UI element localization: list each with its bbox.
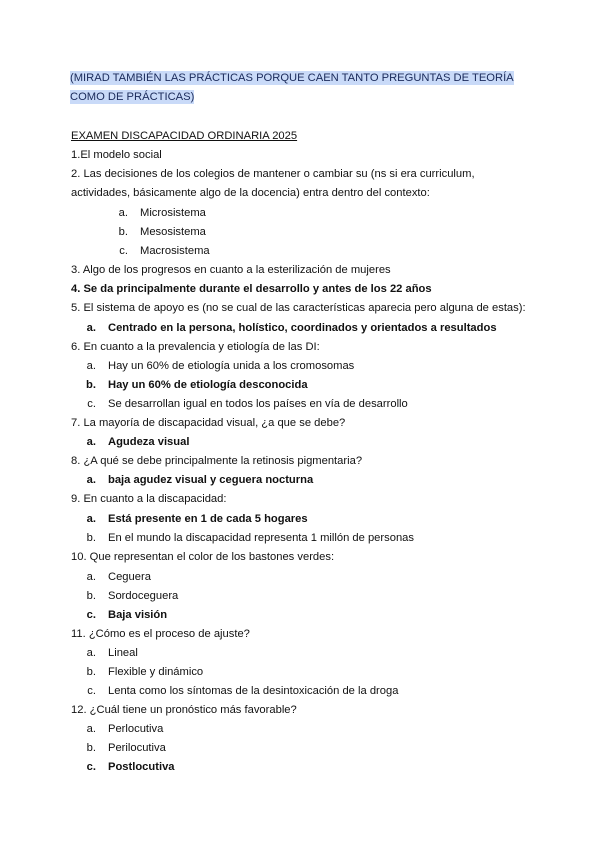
option-text: Hay un 60% de etiología unida a los cromosomas (108, 360, 355, 372)
option-text: Está presente en 1 de cada 5 hogares (108, 513, 308, 525)
question-7: 7. La mayoría de discapacidad visual, ¿a que se debe? (71, 417, 346, 429)
option-marker: a. (86, 436, 96, 448)
option-marker: b. (86, 590, 96, 602)
option-text: Lineal (108, 647, 138, 659)
question-12: 12. ¿Cuál tiene un pronóstico más favorable? (71, 704, 297, 716)
option-marker: b. (86, 379, 96, 391)
question-6: 6. En cuanto a la prevalencia y etiología de las DI: (71, 341, 320, 353)
question-3: 3. Algo de los progresos en cuanto a la esterilización de mujeres (71, 264, 391, 276)
option-text: Hay un 60% de etiología desconocida (108, 379, 308, 391)
question-9: 9. En cuanto a la discapacidad: (71, 493, 227, 505)
q11-option-c (78, 683, 398, 699)
option-text: Mesosistema (140, 226, 206, 238)
option-text: Baja visión (108, 609, 168, 621)
option-text: Lenta como los síntomas de la desintoxicación de la droga (108, 685, 399, 697)
option-marker: b. (86, 666, 96, 678)
note-line-1: (MIRAD TAMBIÉN LAS PRÁCTICAS PORQUE CAEN TANTO PREGUNTAS DE TEORÍA (70, 72, 514, 84)
option-marker: c. (87, 685, 96, 697)
q12-option-c (78, 759, 175, 775)
option-text: Postlocutiva (108, 761, 175, 773)
option-text: Ceguera (108, 571, 151, 583)
question-4: 4. Se da principalmente durante el desarrollo y antes de los 22 años (71, 283, 432, 295)
option-marker: a. (86, 322, 96, 334)
option-marker: b. (86, 742, 96, 754)
option-marker: c. (86, 761, 96, 773)
option-marker: a. (86, 360, 96, 372)
option-marker: a. (86, 474, 96, 486)
q6-option-a (78, 358, 354, 374)
q11-option-b (78, 664, 203, 680)
q10-option-b (78, 588, 178, 604)
question-11: 11. ¿Cómo es el proceso de ajuste? (71, 628, 250, 640)
note-line-2: COMO DE PRÁCTICAS) (70, 91, 195, 103)
option-marker: b. (86, 532, 96, 544)
q2-option-b (110, 224, 206, 240)
option-text: Centrado en la persona, holístico, coordinados y orientados a resultados (108, 322, 497, 334)
option-text: Perlocutiva (108, 723, 164, 735)
option-text: Se desarrollan igual en todos los países en vía de desarrollo (108, 398, 408, 410)
q2-option-a (110, 205, 206, 221)
question-10: 10. Que representan el color de los bastones verdes: (71, 551, 335, 563)
q12-option-a (78, 721, 163, 737)
option-text: Perilocutiva (108, 742, 166, 754)
q9-option-a (78, 511, 308, 527)
q7-option-a (78, 434, 189, 450)
question-5: 5. El sistema de apoyo es (no se cual de las características aparecia pero alguna de estas): (71, 302, 526, 314)
option-marker: c. (119, 245, 128, 257)
option-marker: b. (118, 226, 128, 238)
q2-option-c (110, 243, 210, 259)
option-marker: a. (118, 207, 128, 219)
highlighted-note (70, 69, 525, 107)
question-8: 8. ¿A qué se debe principalmente la retinosis pigmentaria? (71, 455, 363, 467)
option-text: En el mundo la discapacidad representa 1 millón de personas (108, 532, 414, 544)
option-marker: a. (86, 647, 96, 659)
option-marker: c. (87, 398, 96, 410)
q10-option-c (78, 607, 167, 623)
option-text: Flexible y dinámico (108, 666, 204, 678)
exam-title: EXAMEN DISCAPACIDAD ORDINARIA 2025 (71, 130, 298, 142)
option-text: Macrosistema (140, 245, 210, 257)
q5-option-a (78, 320, 497, 336)
q11-option-a (78, 645, 138, 661)
question-2-line-1: 2. Las decisiones de los colegios de mantener o cambiar su (ns si era curriculum, (71, 168, 475, 180)
option-marker: a. (86, 513, 96, 525)
option-text: Sordoceguera (108, 590, 179, 602)
option-marker: a. (86, 723, 96, 735)
question-2-line-2: actividades, básicamente algo de la docencia) entra dentro del contexto: (71, 187, 430, 199)
q8-option-a (78, 472, 313, 488)
option-text: Agudeza visual (108, 436, 190, 448)
option-text: Microsistema (140, 207, 206, 219)
question-1: 1.El modelo social (71, 149, 162, 161)
q10-option-a (78, 569, 151, 585)
q6-option-c (78, 396, 408, 412)
q12-option-b (78, 740, 166, 756)
option-marker: a. (86, 571, 96, 583)
option-text: baja agudez visual y ceguera nocturna (108, 474, 314, 486)
q6-option-b (78, 377, 308, 393)
option-marker: c. (86, 609, 96, 621)
q9-option-b (78, 530, 414, 546)
